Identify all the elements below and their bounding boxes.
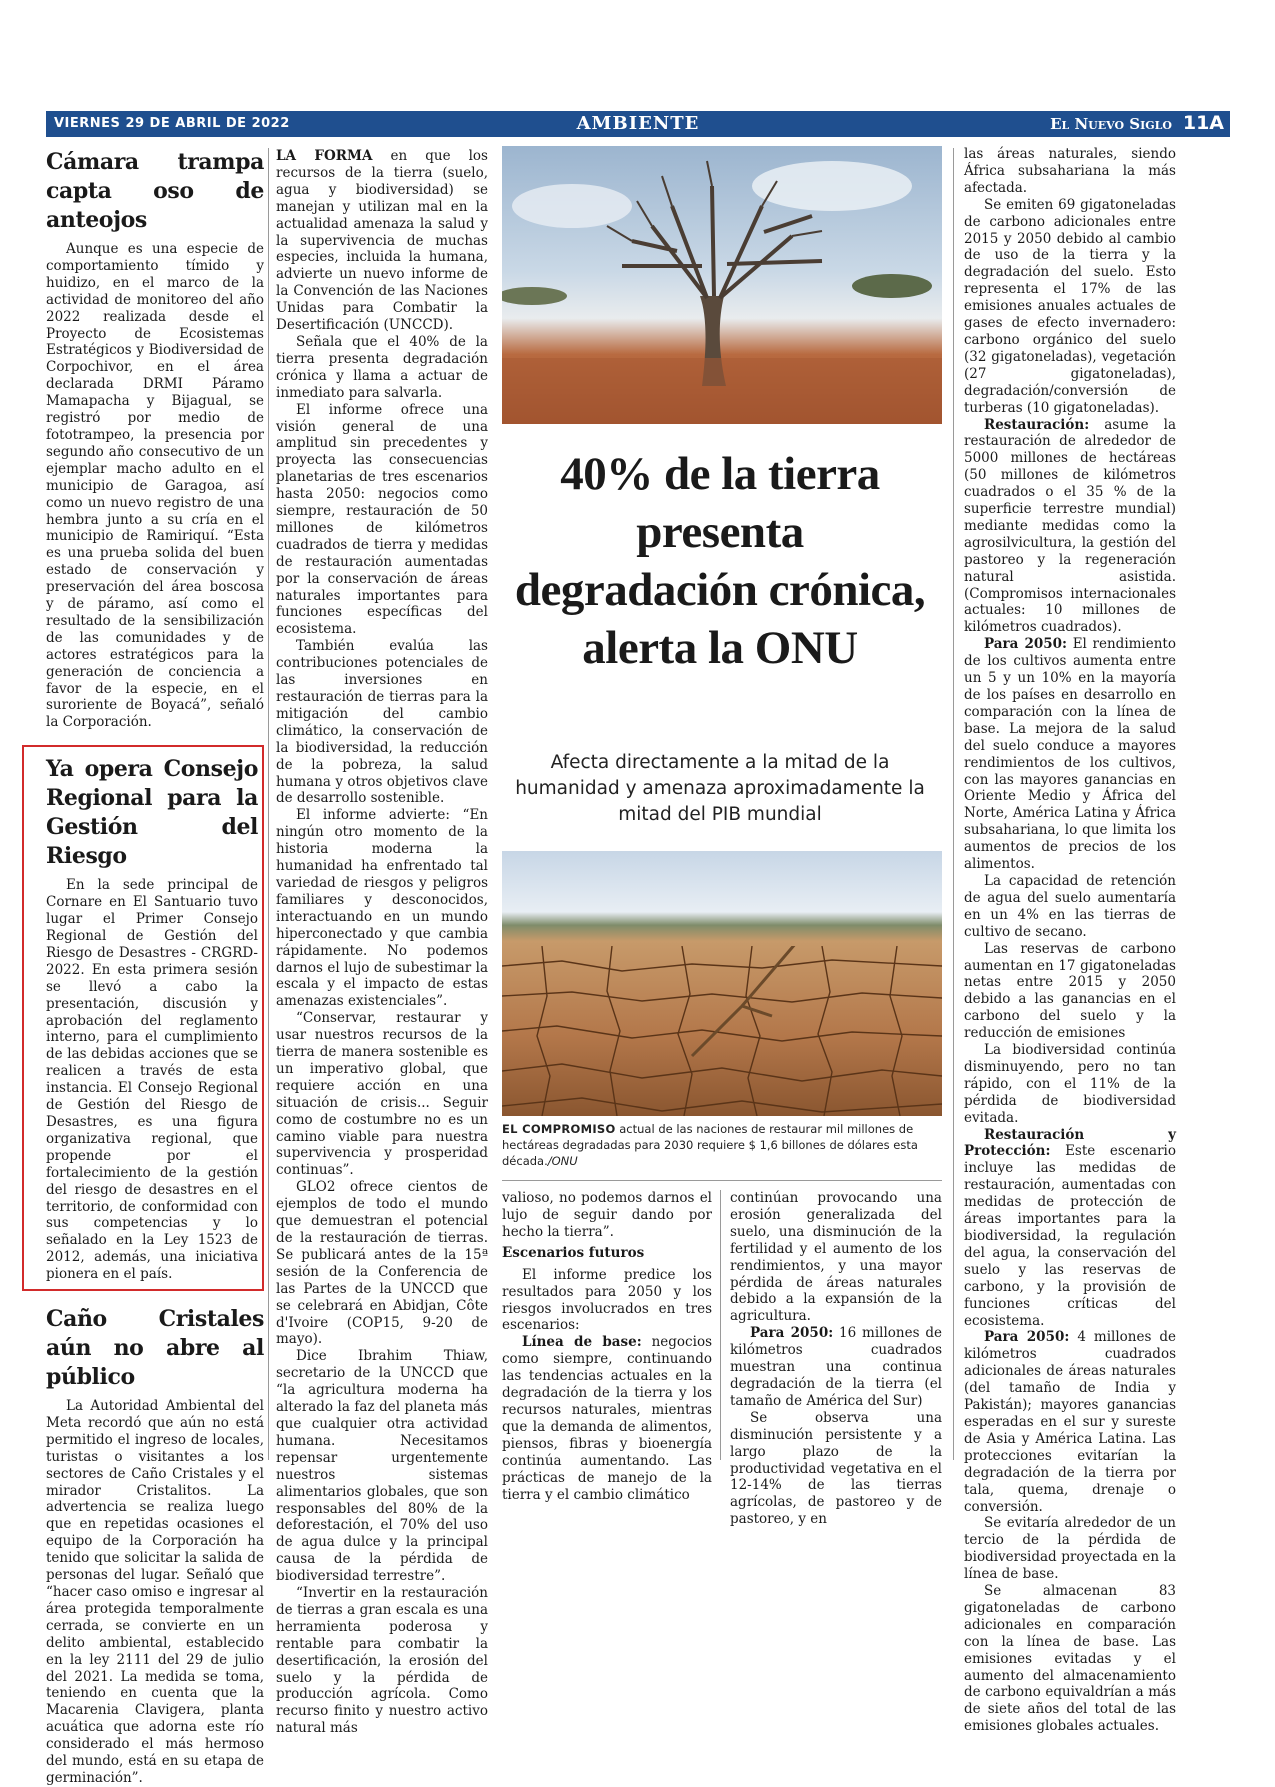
article-paragraph: Se observa una disminución persistente y a largo plazo de la productividad vegetativa en el 12-14% de las tierras agrícolas, de pastoreo y de pastoreo, y en: [730, 1409, 942, 1528]
article-paragraph: También evalúa las contribuciones potenciales de las inversiones en restauración de tierras para la mitigación del cambio climático, la conservación de la biodiversidad, la reducción de la pobreza, la salud humana y otros objetivos clave de desarrollo sostenible.: [276, 638, 488, 807]
dry-baobab-tree-icon: [502, 146, 942, 424]
main-headline: 40% de la tierra presenta degradación crónica, alerta la ONU: [514, 448, 926, 674]
article-paragraph: Para 2050: El rendimiento de los cultivos aumenta entre un 5 y un 10% en la mayoría de los países en desarrollo en comparación con la línea de base. La mejora de la salud del suelo conduce a mayores rendimientos de los cultivos, con las mayores ganancias en Oriente Medio y África del Norte, América Latina y África subsahariana, lo que limita los aumentos de precios de los alimentos.: [964, 636, 1176, 873]
article-column-4: [964, 146, 1176, 1735]
article-column-2: [502, 1190, 712, 1503]
article-paragraph: Las reservas de carbono aumentan en 17 gigatoneladas netas entre 2015 y 2050 debido a las ganancias en el carbono del suelo y la reducción de emisiones: [964, 940, 1176, 1042]
article-paragraph: Restauración y Protección: Este escenario incluye las medidas de restauración, aumentadas con medidas de protección de áreas importantes para la biodiversidad, la regulación del agua, la conservación del suelo y las reservas de carbono, y la provisión de funciones críticas del ecosistema.: [964, 1126, 1176, 1329]
headline-deck: Afecta directamente a la mitad de la humanidad y amenaza aproximadamente la mitad del PIB mundial: [515, 752, 925, 825]
brief-title-consejo: Ya opera Consejo Regional para la Gestión del Riesgo: [46, 756, 258, 870]
article-column-1: [276, 148, 488, 1737]
column-divider: [268, 148, 269, 1460]
highlighted-brief: [22, 745, 264, 1291]
article-paragraph: Se evitaría alrededor de un tercio de la pérdida de biodiversidad proyectada en la línea de base.: [964, 1515, 1176, 1583]
column-divider: [720, 1190, 721, 1460]
brief-body-consejo: En la sede principal de Cornare en El Santuario tuvo lugar el Primer Consejo Regional de Gestión del Riesgo de Desastres - CRGRD-2022. En esta primera sesión se llevó a cabo la presentación, discusión y aprobación del reglamento interno, para el cumplimiento de las debidas acciones que se realicen a través de esta instancia. El Consejo Regional de Gestión del Riesgo de Desastres, es una figura organizativa regional, que propende por el fortalecimiento de la gestión del riesgo de desastres en el territorio, de conformidad con sus competencias y lo señalado en la Ley 1523 de 2012, además, una iniciativa pionera en el país.: [46, 877, 258, 1283]
brief-body-oso: Aunque es una especie de comportamiento tímido y huidizo, en el marco de la actividad de monitoreo del año 2022 realizada desde el Proyecto de Ecosistemas Estratégicos y Biodiversidad de Corpochivor, en el área declarada DRMI Páramo Mamapacha y Bijagual, se registró por medio de fototrampeo, la presencia por segundo año consecutivo de un ejemplar macho adulto en el municipio de Garagoa, así como un nuevo registro de una hembra junto a su cría en el municipio de Ramiriquí. “Esta es una prueba solida del buen estado de conservación y preservación del área boscosa y de páramo, así como el resultado de la sensibilización de las comunidades y de actores estratégicos para la generación de conciencia a favor de la especie, en el suroriente de Boyacá”, señaló la Corporación.: [46, 241, 264, 731]
cracked-earth-icon: [502, 851, 942, 1116]
article-paragraph: valioso, no podemos darnos el lujo de seguir dando por hecho la tierra”.: [502, 1190, 712, 1240]
section-title: AMBIENTE: [576, 113, 700, 134]
article-paragraph: El informe ofrece una visión general de una amplitud sin precedentes y proyecta las consecuencias planetarias de tres escenarios hasta 2050: negocios como siempre, restauración de 50 millones de kilómetros cuadrados de tierra y medidas de restauración aumentadas por la conservación de áreas naturales importantes para funciones específicas del ecosistema.: [276, 401, 488, 638]
article-paragraph: El informe advierte: “En ningún otro momento de la historia moderna la humanidad ha enfrentado tal variedad de riesgos y peligros familiares y desconocidos, interactuando en un mundo hiperconectado y que cambia rápidamente. No podemos darnos el lujo de subestimar la escala y el impacto de estas amenazas existenciales”.: [276, 807, 488, 1010]
brief-title-oso: Cámara trampa capta oso de anteojos: [46, 149, 264, 233]
newspaper-name: El Nuevo Siglo: [1050, 115, 1172, 133]
page-header: [46, 111, 1230, 137]
article-paragraph: Línea de base: negocios como siempre, continuando las tendencias actuales en la degradación de la tierra y los recursos naturales, mientras que la demanda de alimentos, piensos, fibras y bioenergía continúa aumentando. Las prácticas de manejo de la tierra y el cambio climático: [502, 1334, 712, 1503]
article-paragraph: Dice Ibrahim Thiaw, secretario de la UNCCD que “la agricultura moderna ha alterado la faz del planeta más que cualquier otra actividad humana. Necesitamos repensar urgentemente nuestros sistemas alimentarios globales, que son responsables del 80% de la deforestación, el 70% del uso de agua dulce y la principal causa de la pérdida de biodiversidad terrestre”.: [276, 1348, 488, 1585]
article-paragraph: Para 2050: 16 millones de kilómetros cuadrados muestran una continua degradación de la tierra (el tamaño de América del Sur): [730, 1325, 942, 1409]
article-paragraph: Restauración: asume la restauración de alrededor de 5000 millones de hectáreas (50 millones de kilómetros cuadrados o el 35 % de la superficie terrestre mundial) mediante medidas como la agrosilvicultura, la gestión del pastoreo y la regeneración natural asistida. (Compromisos internacionales actuales: 10 millones de kilómetros cuadrados).: [964, 416, 1176, 636]
column-divider: [953, 148, 954, 1460]
article-lead: LA FORMA en que los recursos de la tierra (suelo, agua y biodiversidad) se manejan y utilizan mal en la actualidad amenaza la salud y la supervivencia de muchas especies, incluida la humana, advierte un nuevo informe de la Convención de las Naciones Unidas para Combatir la Desertificación (UNCCD).: [276, 148, 488, 334]
article-paragraph: Para 2050: 4 millones de kilómetros cuadrados adicionales de áreas naturales (del tamaño de India y Pakistán); mayores ganancias esperadas en el sur y sureste de Asia y América Latina. Las protecciones evitarían la degradación de la tierra por tala, quema, drenaje o conversión.: [964, 1329, 1176, 1515]
article-paragraph: Se emiten 69 gigatoneladas de carbono adicionales entre 2015 y 2050 debido al cambio de uso de la tierra y la degradación del suelo. Esto representa el 17% de las emisiones anuales actuales de gases de efecto invernadero: carbono orgánico del suelo (32 gigatoneladas), vegetación (27 gigatoneladas), degradación/conversión de turberas (10 gigatoneladas).: [964, 196, 1176, 416]
article-paragraph: “Conservar, restaurar y usar nuestros recursos de la tierra de manera sostenible es un imperativo global, que requiere acción en una situación de crisis... Seguir como de costumbre no es un camino viable para nuestra supervivencia y prosperidad continuas”.: [276, 1010, 488, 1179]
caption-lead: EL COMPROMISO: [502, 1122, 616, 1136]
page-number: 11A: [1182, 112, 1224, 134]
article-paragraph: Se almacenan 83 gigatoneladas de carbono adicionales en comparación con la línea de base. Las emisiones evitadas y el aumento del almacenamiento de carbono equivaldrían a más de siete años del total de las emisiones globales actuales.: [964, 1583, 1176, 1735]
photo-caption: EL COMPROMISO actual de las naciones de restaurar mil millones de hectáreas degradadas para 2030 requiere $ 1,6 billones de dólares esta década./ONU: [502, 1122, 918, 1168]
article-paragraph: continúan provocando una erosión generalizada del suelo, una disminución de la fertilidad y el aumento de los rendimientos, y una mayor pérdida de áreas naturales debido a la expansión de la agricultura.: [730, 1190, 942, 1325]
brief-title-cano: Caño Cristales aún no abre al público: [46, 1306, 264, 1391]
caption-divider: [502, 1180, 942, 1181]
article-paragraph: GLO2 ofrece cientos de ejemplos de todo el mundo que demuestran el potencial de la restauración de tierras. Se publicará antes de la 15ª sesión de la Conferencia de las Partes de la UNCCD que se celebrará en Abidjan, Côte d'Ivoire (COP15, 9-20 de mayo).: [276, 1179, 488, 1348]
subhead-escenarios: Escenarios futuros: [502, 1244, 645, 1261]
article-paragraph: La capacidad de retención de agua del suelo aumentaría en un 4% en las tierras de cultivo de secano.: [964, 872, 1176, 940]
article-paragraph: El informe predice los resultados para 2050 y los riesgos involucrados en tres escenarios:: [502, 1266, 712, 1334]
article-paragraph: Señala que el 40% de la tierra presenta degradación crónica y llama a actuar de inmediato para salvarla.: [276, 333, 488, 401]
article-paragraph: las áreas naturales, siendo África subsahariana la más afectada.: [964, 146, 1176, 196]
lead-caps: LA FORMA: [276, 148, 373, 164]
caption-credit: /ONU: [547, 1154, 578, 1168]
issue-date: VIERNES 29 DE ABRIL DE 2022: [54, 116, 290, 131]
article-paragraph: La biodiversidad continúa disminuyendo, pero no tan rápido, con el 11% de la pérdida de biodiversidad evitada.: [964, 1042, 1176, 1126]
article-paragraph: “Invertir en la restauración de tierras a gran escala es una herramienta poderosa y rentable para combatir la desertificación, la erosión del suelo y la pérdida de producción agrícola. Como recurso finito y nuestro activo natural más: [276, 1585, 488, 1737]
briefs-column: [46, 148, 264, 1787]
article-column-3: [730, 1190, 942, 1528]
brief-body-cano: La Autoridad Ambiental del Meta recordó que aún no está permitido el ingreso de locales, turistas o visitantes a los sectores de Caño Cristales y el mirador Cristalitos. La advertencia se realiza luego que en repetidas ocasiones el equipo de la Corporación ha tenido que solicitar la salida de personas del lugar. Señaló que “hacer caso omiso e ingresar al área protegida temporalmente cerrada, se convierte en un delito ambiental, establecido en la ley 2111 del 29 de julio del 2021. La medida se toma, teniendo en cuenta que la Macarenia Clavigera, planta acuática que adorna este río considerado el más hermoso del mundo, está en su etapa de germinación”.: [46, 1398, 264, 1786]
